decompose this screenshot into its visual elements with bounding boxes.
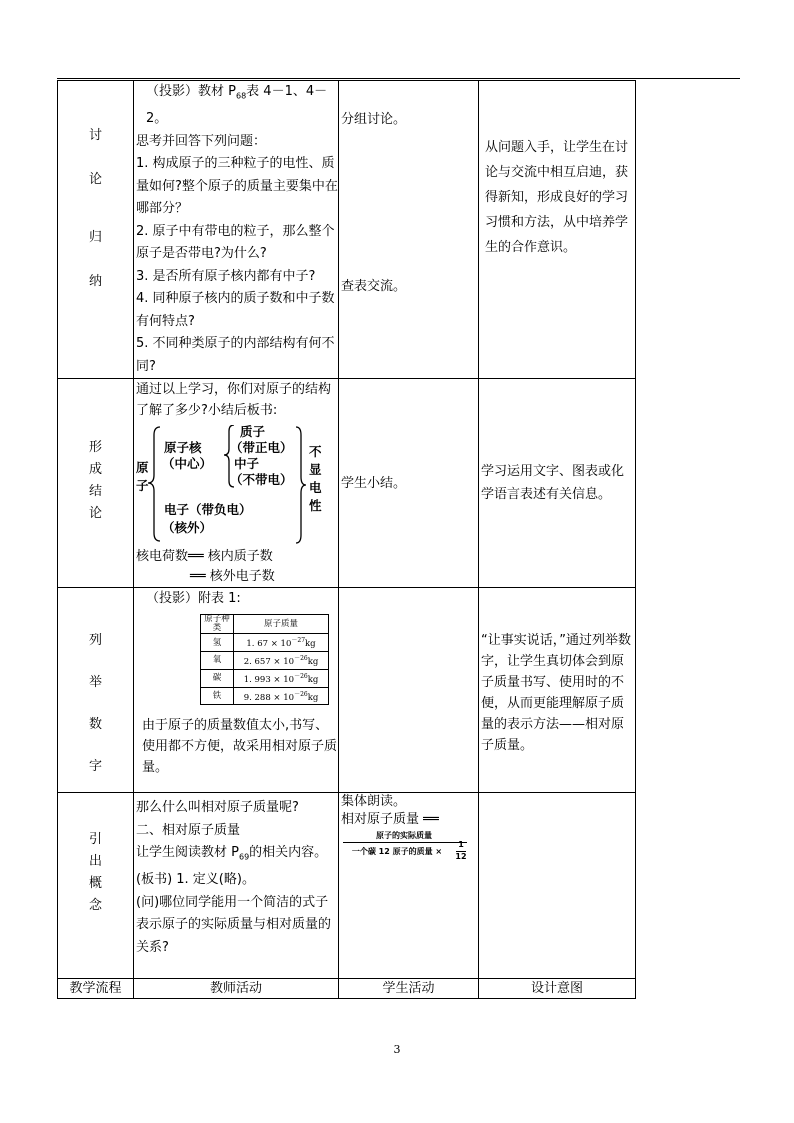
stage-label-char: 论 <box>88 172 102 187</box>
equation-2: ══ 核外电子数 <box>190 569 275 585</box>
student-text: 集体朗读。 <box>341 794 407 810</box>
formula-denominator: 一个碳 12 原子的质量 × <box>351 847 443 857</box>
stage-label-char: 结 <box>88 484 102 500</box>
board-definition: (板书) 1. 定义(略)。 <box>136 872 255 888</box>
student-text: 学生小结。 <box>341 476 407 492</box>
table-row <box>201 634 329 652</box>
neutral-char: 不 <box>309 444 322 460</box>
stage-label-char: 概 <box>88 876 102 892</box>
stage-label-char: 念 <box>88 898 102 914</box>
stage-label-char: 论 <box>88 506 102 522</box>
table-row <box>201 615 329 634</box>
teacher-activity-cell <box>134 793 339 979</box>
stage-label-char: 引 <box>88 832 102 848</box>
design-intent-cell <box>479 379 636 588</box>
question-intro: 思考并回答下列问题： <box>136 133 267 149</box>
nucleus-center-label: （中心） <box>162 456 213 472</box>
header-cell: 原子种类 <box>201 615 234 634</box>
table-row <box>58 379 636 588</box>
table-row <box>201 687 329 705</box>
stage-label-char: 列 <box>88 633 102 649</box>
section-heading: 二、相对原子质量 <box>136 822 241 838</box>
stage-label-char: 讨 <box>88 128 102 143</box>
lesson-plan-table <box>57 80 636 999</box>
fraction-den: 12 <box>455 852 467 862</box>
question-5: 5. 不同种类原子的内部结构有何不同? <box>136 336 335 374</box>
relative-mass-formula <box>341 831 477 873</box>
question-2: 2. 原子中有带电的粒子，那么整个原子是否带电?为什么? <box>136 223 335 262</box>
student-activity-cell <box>339 588 479 793</box>
atom-mass-table <box>200 614 329 705</box>
student-activity-cell <box>339 379 479 588</box>
stage-label-char: 归 <box>88 230 102 245</box>
neutral-char: 性 <box>309 498 322 514</box>
formula-question: (问)哪位同学能用一个简洁的式子表示原子的实际质量与相对质量的关系? <box>136 894 332 955</box>
column-header: 设计意图 <box>479 979 636 999</box>
concept-question: 那么什么叫相对原子质量呢? <box>136 800 299 816</box>
mass-cell: 1. $67 \times 10^{-27}kg$ <box>234 634 329 652</box>
intent-text: 学习运用文字、图表或化学语言表述有关信息。 <box>481 464 625 502</box>
header-rule <box>57 78 740 79</box>
mass-cell: 1. $993 \times 10^{-26}kg$ <box>234 669 329 687</box>
table-row <box>58 81 636 379</box>
table-header-row <box>58 979 636 999</box>
reading-instruction: 让学生阅读教材 $P_{69}$的相关内容。 <box>136 845 328 862</box>
design-intent-cell <box>479 793 636 979</box>
stage-label-char: 成 <box>88 462 102 478</box>
column-header: 教师活动 <box>134 979 339 999</box>
atom-label: 子 <box>136 478 149 494</box>
element-cell: 铁 <box>201 687 234 705</box>
column-header: 教学流程 <box>58 979 134 999</box>
element-cell: 碳 <box>201 669 234 687</box>
atom-label: 原 <box>136 460 149 476</box>
electron-place-label: （核外） <box>162 520 213 536</box>
mass-cell: 2. $657 \times 10^{-26}kg$ <box>234 651 329 669</box>
table-row <box>58 588 636 793</box>
page-number: 3 <box>393 1043 401 1056</box>
mass-cell: 9. $288 \times 10^{-26}kg$ <box>234 687 329 705</box>
projection-text: （投影）教材 $P_{68}$表 4－1、4－2。 <box>146 84 328 127</box>
table-row <box>201 651 329 669</box>
formula-numerator: 原子的实际质量 <box>376 831 432 841</box>
equation-1: 核电荷数══ 核内质子数 <box>136 549 273 565</box>
teacher-activity-cell <box>134 81 339 379</box>
proton-charge-label: （带正电） <box>230 440 293 456</box>
header-cell: 原子质量 <box>234 615 329 634</box>
table-row <box>58 793 636 979</box>
student-text: 查表交流。 <box>341 278 407 294</box>
atom-structure-diagram <box>134 425 338 547</box>
element-cell: 氢 <box>201 634 234 652</box>
summary-intro: 通过以上学习，你们对原子的结构了解了多少?小结后板书: <box>136 382 332 419</box>
electron-label: 电子（带负电） <box>164 502 252 518</box>
student-activity-cell <box>339 81 479 379</box>
question-1: 1. 构成原子的三种粒子的电性、质量如何?整个原子的质量主要集中在哪部分？ <box>136 156 338 217</box>
neutron-charge-label: （不带电） <box>230 472 293 488</box>
fraction-bar <box>343 842 467 843</box>
nucleus-label: 原子核 <box>164 440 202 456</box>
formula-lhs: 相对原子质量 ══ <box>341 812 439 828</box>
stage-label-char: 字 <box>88 759 102 775</box>
neutral-char: 显 <box>309 462 322 478</box>
stage-label-char: 纳 <box>88 274 102 289</box>
proton-label: 质子 <box>240 424 266 440</box>
element-cell: 氧 <box>201 651 234 669</box>
neutron-label: 中子 <box>234 456 260 472</box>
stage-cell-concept <box>58 793 134 979</box>
student-text: 分组讨论。 <box>341 112 407 127</box>
question-3: 3. 是否所有原子核内都有中子? <box>136 268 316 284</box>
fraction-num: 1 <box>458 840 464 850</box>
stage-label-char: 数 <box>88 717 102 733</box>
student-activity-cell <box>339 793 479 979</box>
table-row <box>201 669 329 687</box>
neutral-char: 电 <box>309 480 322 496</box>
teacher-activity-cell <box>134 588 339 793</box>
stage-cell-numbers <box>58 588 134 793</box>
column-header: 学生活动 <box>339 979 479 999</box>
design-intent-cell <box>479 588 636 793</box>
design-intent-cell <box>479 81 636 379</box>
intent-text: 从问题入手，让学生在讨论与交流中相互启迪，获得新知，形成良好的学习习惯和方法，从中培养学生的合作意识。 <box>485 140 629 255</box>
stage-label-char: 形 <box>88 440 102 456</box>
stage-label-char: 出 <box>88 854 102 870</box>
stage-label-char: 举 <box>88 675 102 691</box>
stage-cell-discussion <box>58 81 134 379</box>
appendix-title: （投影）附表 1: <box>146 591 241 607</box>
stage-cell-conclusion <box>58 379 134 588</box>
question-4: 4. 同种原子核内的质子数和中子数有何特点? <box>136 291 335 329</box>
intent-text: “让事实说话，”通过列举数字，让学生真切体会到原子质量书写、使用时的不便，从而更能理解原子质量的表示方法——相对原子质量。 <box>481 633 631 754</box>
teacher-activity-cell <box>134 379 339 588</box>
mass-explanation: 由于原子的质量数值太小,书写、使用都不方便，故采用相对原子质量。 <box>142 717 338 775</box>
